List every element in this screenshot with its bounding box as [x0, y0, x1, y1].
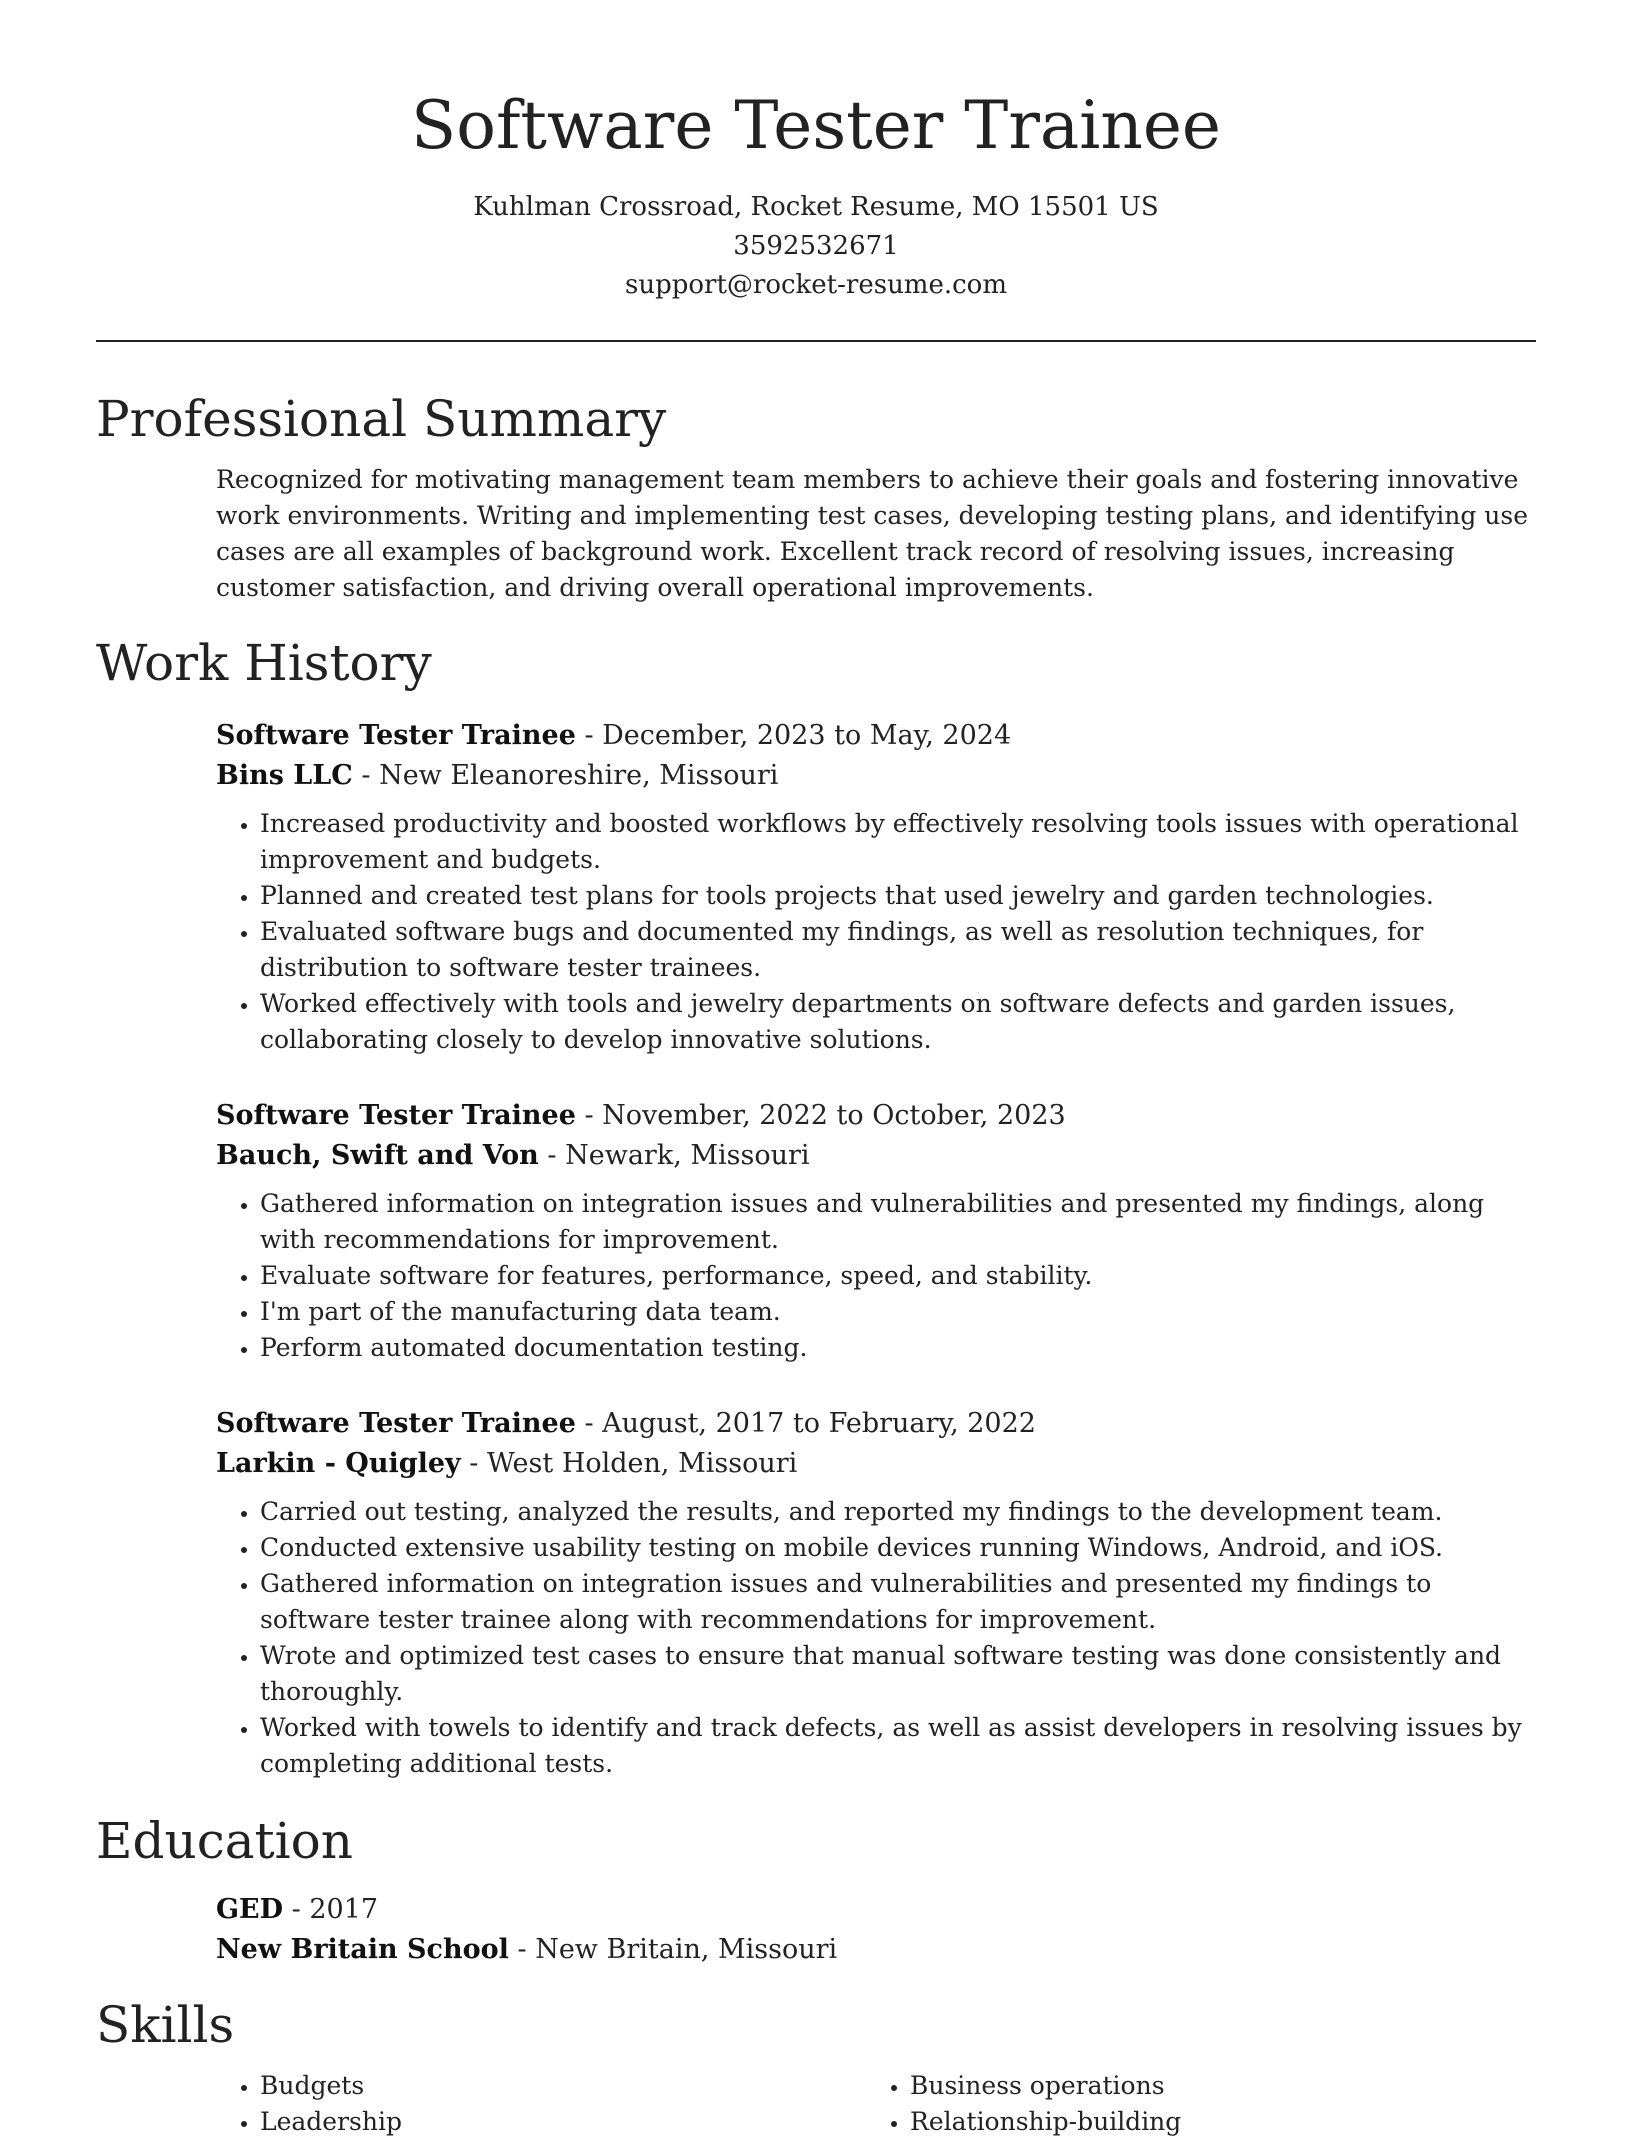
job-bullets [216, 806, 1536, 1058]
job-bullet: • Gathered information on integration issues and vulnerabilities and presented my findings to software tester trainee along with recommendations for improvement. [260, 1566, 1536, 1638]
job-dates: - November, 2022 to October, 2023 [575, 1100, 1066, 1131]
job-company-line [216, 756, 1536, 796]
job-bullet: • Gathered information on integration issues and vulnerabilities and presented my findings, along with recommendations for improvement. [260, 1186, 1536, 1258]
contact-address: Kuhlman Crossroad, Rocket Resume, MO 15501 US [473, 192, 1159, 222]
education-degree: GED [216, 1894, 284, 1925]
work-history-heading: Work History [96, 634, 432, 692]
skill-item: • Leadership [260, 2104, 866, 2140]
job-bullet: • I'm part of the manufacturing data team. [260, 1294, 1536, 1330]
job-title-line [216, 716, 1536, 756]
job-bullet: • Carried out testing, analyzed the results, and reported my findings to the development team. [260, 1494, 1536, 1530]
job-bullet: • Conducted extensive usability testing on mobile devices running Windows, Android, and iOS. [260, 1530, 1536, 1566]
contact-block [96, 188, 1536, 305]
job-title-line [216, 1404, 1536, 1444]
education-year: - 2017 [283, 1894, 379, 1925]
job-entry [216, 1404, 1536, 1782]
education-school-line [216, 1930, 1536, 1970]
job-location: - New Eleanoreshire, Missouri [352, 760, 779, 791]
candidate-name: Software Tester Trainee [411, 87, 1221, 164]
job-bullet: • Wrote and optimized test cases to ensure that manual software testing was done consistently and thoroughly. [260, 1638, 1536, 1710]
job-bullet: • Worked effectively with tools and jewelry departments on software defects and garden issues, collaborating closely to develop innovative solutions. [260, 986, 1536, 1058]
job-entry [216, 716, 1536, 1058]
job-dates: - August, 2017 to February, 2022 [575, 1408, 1036, 1439]
skill-item: • Relationship-building [910, 2104, 1516, 2140]
job-role: Software Tester Trainee [216, 1100, 576, 1131]
job-location: - Newark, Missouri [538, 1140, 810, 1171]
job-bullet: • Evaluate software for features, performance, speed, and stability. [260, 1258, 1536, 1294]
summary-heading: Professional Summary [96, 390, 667, 448]
skills-column-left [216, 2068, 866, 2140]
job-company-line [216, 1136, 1536, 1176]
education-school: New Britain School [216, 1934, 509, 1965]
job-bullet: • Perform automated documentation testing. [260, 1330, 1536, 1366]
job-bullet: • Increased productivity and boosted workflows by effectively resolving tools issues with operational improvement and budgets. [260, 806, 1536, 878]
job-company: Bins LLC [216, 760, 353, 791]
job-role: Software Tester Trainee [216, 720, 576, 751]
job-company: Larkin - Quigley [216, 1448, 461, 1479]
skills-heading: Skills [96, 1996, 235, 2054]
skills-column-right [866, 2068, 1516, 2140]
job-bullets [216, 1186, 1536, 1366]
job-bullets [216, 1494, 1536, 1782]
job-dates: - December, 2023 to May, 2024 [575, 720, 1012, 751]
job-company-line [216, 1444, 1536, 1484]
job-role: Software Tester Trainee [216, 1408, 576, 1439]
job-bullet: • Worked with towels to identify and track defects, as well as assist developers in resolving issues by completing additional tests. [260, 1710, 1536, 1782]
job-company: Bauch, Swift and Von [216, 1140, 539, 1171]
job-entry [216, 1096, 1536, 1366]
education-heading: Education [96, 1812, 353, 1870]
skills-list [216, 2068, 1536, 2140]
work-history-list [216, 716, 1536, 1782]
header-divider [96, 340, 1536, 342]
skill-item: • Business operations [910, 2068, 1516, 2104]
education-entry [216, 1890, 1536, 1970]
resume-page [96, 0, 1536, 2140]
education-location: - New Britain, Missouri [508, 1934, 838, 1965]
skill-item: • Budgets [260, 2068, 866, 2104]
job-bullet: • Evaluated software bugs and documented my findings, as well as resolution techniques, for distribution to software tester trainees. [260, 914, 1536, 986]
job-title-line [216, 1096, 1536, 1136]
education-degree-line [216, 1890, 1536, 1930]
resume-header [96, 0, 1536, 305]
job-location: - West Holden, Missouri [460, 1448, 798, 1479]
job-bullet: • Planned and created test plans for tools projects that used jewelry and garden technologies. [260, 878, 1536, 914]
contact-phone: 3592532671 [733, 231, 899, 261]
summary-text: Recognized for motivating management team members to achieve their goals and fostering innovative work environments. Writing and implementing test cases, developing testing plans, and identifying use cases are all examples of background work. Excellent track record of resolving issues, increasing customer satisfaction, and driving overall operational improvements. [216, 465, 1529, 602]
contact-email[interactable]: support@rocket-resume.com [624, 270, 1007, 300]
